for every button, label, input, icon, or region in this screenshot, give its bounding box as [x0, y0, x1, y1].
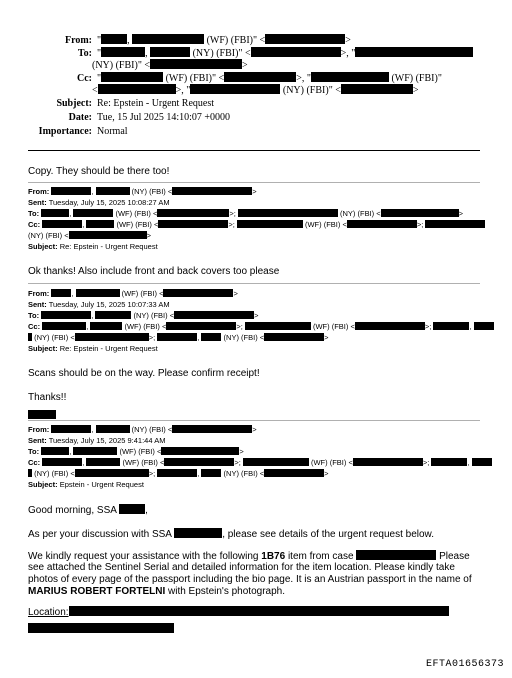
- redaction: [172, 187, 252, 195]
- separator: [28, 420, 480, 421]
- q1-cc-b: (WF) (FBI) <: [304, 220, 347, 229]
- q2-to-row: To: , (NY) (FBI) < >: [28, 311, 259, 320]
- q2-cc-label: Cc:: [28, 322, 41, 331]
- document-id: EFTA01656373: [425, 659, 504, 670]
- redaction: [166, 322, 236, 330]
- header-date-row: [30, 112, 230, 124]
- header-importance-row: [30, 126, 128, 138]
- header-cc-row-2: < >, " (NY) (FBI)" < >: [92, 85, 419, 96]
- redaction: [51, 187, 91, 195]
- q1-sent-value: Tuesday, July 15, 2025 10:08:27 AM: [48, 198, 170, 207]
- q3-line4-a: (NY) (FBI) <: [34, 469, 75, 478]
- msg4-p1: [28, 528, 434, 541]
- redaction: [86, 220, 114, 228]
- q3-sent-row: [28, 436, 165, 446]
- msg4-greeting: [28, 504, 148, 517]
- redaction: [163, 289, 233, 297]
- redaction: [251, 47, 341, 57]
- redaction: [425, 220, 485, 228]
- q3-subject-row: [28, 480, 144, 490]
- from-tail: (WF) (FBI)" <: [206, 35, 266, 46]
- msg4-p2-line3: photos of every page of the passport including the bio page. It is an Austrian passport in the name of: [28, 574, 472, 585]
- q2-cc-row: Cc: , (WF) (FBI) < >; (WF) (FBI) < >; ,: [28, 322, 494, 332]
- date-value: Tue, 15 Jul 2025 14:10:07 +0000: [97, 112, 231, 123]
- redaction: [101, 47, 145, 57]
- redaction: [157, 469, 197, 477]
- redaction: [158, 220, 228, 228]
- date-label: Date:: [68, 112, 92, 123]
- redaction: [243, 458, 309, 466]
- redaction: [42, 322, 86, 330]
- redaction: [90, 322, 122, 330]
- to-line2: (NY) (FBI)" <: [92, 60, 151, 71]
- redaction: [86, 458, 120, 466]
- redaction: [265, 34, 345, 44]
- msg3-line2: Thanks!!: [28, 392, 67, 403]
- redaction: [355, 47, 473, 57]
- redaction: [353, 458, 423, 466]
- p1-end: , please see details of the urgent request below.: [222, 529, 434, 540]
- q2-cc-b: (WF) (FBI) <: [312, 322, 355, 331]
- q3-sent-value: Tuesday, July 15, 2025 9:41:44 AM: [48, 436, 166, 445]
- q2-sent-value: Tuesday, July 15, 2025 10:07:33 AM: [48, 300, 170, 309]
- q2-from-label: From:: [28, 289, 50, 298]
- redaction: [190, 84, 280, 94]
- redaction: [201, 469, 221, 477]
- q2-line4-b: (NY) (FBI) <: [223, 333, 265, 342]
- q2-line4: (NY) (FBI) < >; , (NY) (FBI) < >: [28, 333, 329, 343]
- q2-subject-value: Re: Epstein - Urgent Request: [59, 344, 158, 353]
- q3-line4-b: (NY) (FBI) <: [223, 469, 265, 478]
- redaction: [164, 458, 234, 466]
- redaction: [73, 209, 113, 217]
- redaction: [431, 458, 467, 466]
- redaction: [28, 623, 174, 633]
- redaction: [201, 333, 221, 341]
- redaction: [42, 220, 82, 228]
- q3-subject-label: Subject:: [28, 480, 58, 489]
- redaction: [96, 187, 130, 195]
- q2-cc-a: (WF) (FBI) <: [124, 322, 167, 331]
- p2-end: with Epstein's photograph.: [168, 586, 285, 597]
- q1-to-a: (WF) (FBI) <: [115, 209, 158, 218]
- location-label: Location:: [28, 607, 69, 618]
- q2-line4-a: (NY) (FBI) <: [34, 333, 75, 342]
- redaction: [101, 34, 127, 44]
- redaction: [41, 209, 69, 217]
- q1-to-label: To:: [28, 209, 40, 218]
- redaction: [95, 311, 131, 319]
- redaction: [69, 606, 449, 616]
- cc-tail: (WF) (FBI)" <: [165, 73, 225, 84]
- q3-from-row: From: , (NY) (FBI) < >: [28, 425, 257, 434]
- redaction: [356, 550, 436, 560]
- redaction: [51, 289, 71, 297]
- q2-from-row: From: , (WF) (FBI) < >: [28, 289, 238, 298]
- redaction: [28, 410, 56, 419]
- q3-from-label: From:: [28, 425, 50, 434]
- q2-sent-label: Sent:: [28, 300, 47, 309]
- q3-from-value: (NY) (FBI) <: [131, 425, 173, 434]
- redaction: [174, 311, 254, 319]
- subject-label: Subject:: [56, 98, 92, 109]
- redaction: [174, 528, 222, 538]
- redaction: [75, 333, 149, 341]
- redaction: [172, 425, 252, 433]
- redaction: [237, 220, 303, 228]
- q3-cc-row: Cc: , (WF) (FBI) < >; (WF) (FBI) < >; ,: [28, 458, 492, 468]
- separator: [28, 182, 480, 183]
- q1-cc-a: (WF) (FBI) <: [116, 220, 159, 229]
- redaction: [238, 209, 338, 217]
- msg3-line1: Scans should be on the way. Please confirm receipt!: [28, 368, 260, 379]
- redaction: [73, 447, 117, 455]
- q2-to-label: To:: [28, 311, 40, 320]
- redaction: [311, 72, 389, 82]
- redaction: [96, 425, 130, 433]
- p2-a: We kindly request your assistance with the following: [28, 551, 259, 562]
- redaction: [42, 458, 82, 466]
- p2-b: item from case: [287, 551, 354, 562]
- q2-subject-label: Subject:: [28, 344, 58, 353]
- q1-cc-label: Cc:: [28, 220, 41, 229]
- q1-from-label: From:: [28, 187, 50, 196]
- msg4-p2-line2: see attached the Sentinel Serial and detailed information for the item location. Please kindly take: [28, 562, 455, 573]
- importance-value: Normal: [97, 126, 128, 137]
- to-label: To:: [77, 48, 92, 59]
- q2-sent-row: [28, 300, 170, 310]
- q1-sent-label: Sent:: [28, 198, 47, 207]
- q3-line4: (NY) (FBI) < >; , (NY) (FBI) < >: [28, 469, 329, 479]
- msg1-body: Copy. They should be there too!: [28, 166, 170, 177]
- from-label: From:: [64, 35, 92, 46]
- q1-from-value: (NY) (FBI) <: [131, 187, 173, 196]
- redaction: [51, 425, 91, 433]
- q1-cc-row: Cc: , (WF) (FBI) < >; (WF) (FBI) < >;: [28, 220, 485, 230]
- passport-name: MARIUS ROBERT FORTELNI: [28, 586, 166, 597]
- cc-tail2: (WF) (FBI)": [391, 73, 442, 84]
- redaction: [157, 333, 197, 341]
- q1-line4-text: (NY) (FBI) <: [28, 231, 69, 240]
- header-subject-row: [30, 98, 214, 110]
- msg2-body: Ok thanks! Also include front and back covers too please: [28, 266, 280, 277]
- q1-subject-value: Re: Epstein - Urgent Request: [59, 242, 158, 251]
- q3-subject-value: Epstein - Urgent Request: [59, 480, 144, 489]
- redaction: [119, 504, 145, 514]
- msg4-location-2: [28, 619, 174, 637]
- q1-to-row: To: , (WF) (FBI) < >; (NY) (FBI) < >: [28, 209, 464, 218]
- redaction: [28, 469, 32, 477]
- header-from-row: From: " , (WF) (FBI)" < >: [30, 34, 351, 47]
- redaction: [472, 458, 492, 466]
- header-to-row: To: " , (NY) (FBI)" < >, ": [30, 47, 473, 60]
- redaction: [347, 220, 417, 228]
- q1-line4: (NY) (FBI) < >: [28, 231, 152, 240]
- cc-line2: (NY) (FBI)" <: [282, 85, 341, 96]
- q2-to-a: (NY) (FBI) <: [133, 311, 175, 320]
- importance-label: Importance:: [38, 126, 92, 137]
- p2-item: 1B76: [261, 551, 286, 562]
- q3-sent-label: Sent:: [28, 436, 47, 445]
- redaction: [150, 59, 242, 69]
- redaction: [161, 447, 239, 455]
- redaction: [41, 447, 69, 455]
- q3-to-a: (WF) (FBI) <: [119, 447, 162, 456]
- redaction: [264, 469, 324, 477]
- redaction: [75, 469, 149, 477]
- redaction: [355, 322, 425, 330]
- redaction: [341, 84, 413, 94]
- q1-subject-label: Subject:: [28, 242, 58, 251]
- q3-cc-a: (WF) (FBI) <: [122, 458, 165, 467]
- redaction: [76, 289, 120, 297]
- redaction: [98, 84, 176, 94]
- p2-c: Please: [439, 551, 470, 562]
- q1-sent-row: [28, 198, 170, 208]
- header-divider: [28, 150, 480, 151]
- cc-label: Cc:: [77, 73, 92, 84]
- greeting-end: ,: [145, 505, 148, 516]
- separator: [28, 283, 480, 284]
- q2-from-value: (WF) (FBI) <: [121, 289, 164, 298]
- redaction: [41, 311, 91, 319]
- redaction: [245, 322, 311, 330]
- q2-subject-row: [28, 344, 158, 354]
- redaction: [381, 209, 459, 217]
- msg4-p2-line4: [28, 586, 285, 598]
- header-to-row-2: (NY) (FBI)" < >: [92, 60, 248, 71]
- redaction: [150, 47, 190, 57]
- subject-value: Re: Epstein - Urgent Request: [97, 98, 215, 109]
- p1-start: As per your discussion with SSA: [28, 529, 172, 540]
- redaction: [157, 209, 229, 217]
- to-tail: (NY) (FBI)" <: [192, 48, 251, 59]
- msg4-location: [28, 606, 449, 619]
- greeting-text: Good morning, SSA: [28, 505, 117, 516]
- redaction: [433, 322, 469, 330]
- q3-to-row: To: , (WF) (FBI) < >: [28, 447, 244, 456]
- q3-to-label: To:: [28, 447, 40, 456]
- redaction: [474, 322, 494, 330]
- q3-cc-b: (WF) (FBI) <: [310, 458, 353, 467]
- q3-cc-label: Cc:: [28, 458, 41, 467]
- redaction: [28, 333, 32, 341]
- redaction: [132, 34, 204, 44]
- q1-to-b: (NY) (FBI) <: [340, 209, 381, 218]
- redaction: [69, 231, 147, 239]
- redaction: [101, 72, 163, 82]
- q1-subject-row: [28, 242, 158, 252]
- redaction: [264, 333, 324, 341]
- redaction: [224, 72, 296, 82]
- header-cc-row: Cc: " (WF) (FBI)" < >, " (WF) (FBI)": [30, 72, 442, 85]
- q1-from-row: From: , (NY) (FBI) < >: [28, 187, 257, 196]
